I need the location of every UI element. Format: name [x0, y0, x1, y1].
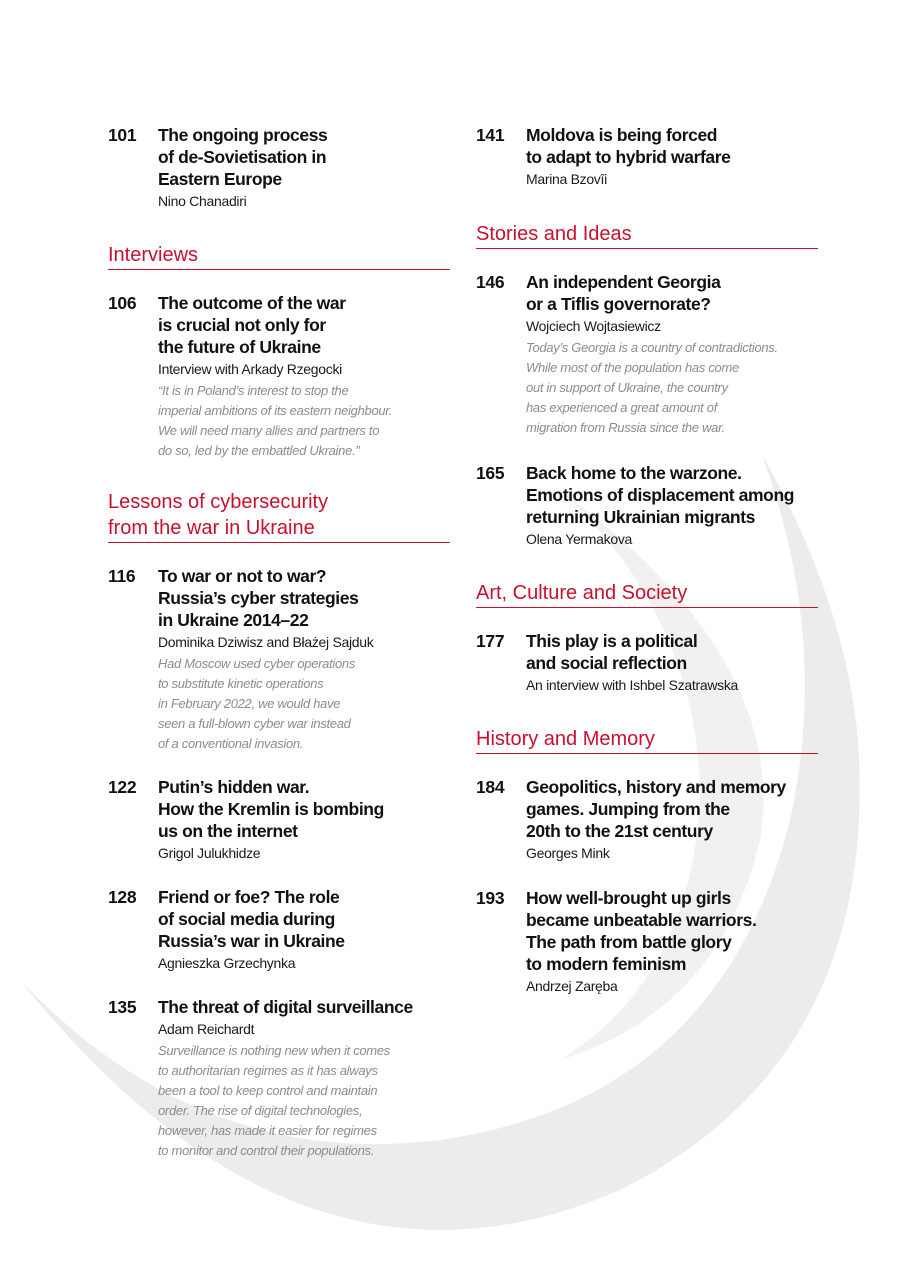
abstract-line: to monitor and control their populations.	[158, 1143, 375, 1158]
abstract-line: to authoritarian regimes as it has always	[158, 1063, 378, 1078]
toc-entry[interactable]	[476, 271, 818, 438]
article-title	[526, 630, 818, 674]
article-title	[526, 887, 818, 975]
article-author: Marina Bzovîi	[526, 171, 607, 187]
page-number: 116	[108, 566, 136, 586]
title-line: returning Ukrainian migrants	[526, 507, 755, 527]
title-line: to adapt to hybrid warfare	[526, 147, 731, 167]
page-number: 122	[108, 777, 137, 797]
page-number: 146	[476, 272, 505, 292]
article-title	[158, 292, 450, 358]
toc-entry[interactable]	[476, 462, 818, 550]
page-number: 184	[476, 777, 505, 797]
section-heading-history-memory	[476, 726, 818, 754]
page-number: 141	[476, 125, 505, 145]
page-number: 101	[108, 125, 137, 145]
article-author: Agnieszka Grzechynka	[158, 955, 296, 971]
abstract-line: seen a full-blown cyber war instead	[158, 716, 351, 731]
abstract-line: been a tool to keep control and maintain	[158, 1083, 378, 1098]
abstract-line: “It is in Poland’s interest to stop the	[158, 383, 349, 398]
title-line: To war or not to war?	[158, 566, 327, 586]
title-line: Emotions of displacement among	[526, 485, 795, 505]
title-line: games. Jumping from the	[526, 799, 730, 819]
page-number: 177	[476, 631, 505, 651]
title-line: How the Kremlin is bombing	[158, 799, 384, 819]
title-line: Back home to the warzone.	[526, 463, 742, 483]
toc-entry[interactable]	[108, 886, 450, 974]
heading-line: Stories and Ideas	[476, 223, 632, 245]
toc-left-column	[108, 124, 450, 1161]
toc-entry[interactable]	[108, 776, 450, 864]
abstract-line: Surveillance is nothing new when it comes	[158, 1043, 390, 1058]
article-title	[158, 886, 450, 952]
page-number: 128	[108, 887, 137, 907]
abstract-line: to substitute kinetic operations	[158, 676, 324, 691]
article-author: Adam Reichardt	[158, 1021, 255, 1037]
toc-entry[interactable]	[476, 776, 818, 864]
title-line: and social reflection	[526, 653, 687, 673]
article-title	[526, 124, 818, 168]
abstract-line: has experienced a great amount of	[526, 400, 718, 415]
title-line: The path from battle glory	[526, 932, 732, 952]
toc-right-column	[476, 124, 818, 997]
title-line: of social media during	[158, 909, 335, 929]
heading-line: History and Memory	[476, 728, 655, 750]
heading-line: Art, Culture and Society	[476, 582, 688, 604]
article-title	[526, 462, 818, 528]
title-line: Putin’s hidden war.	[158, 777, 310, 797]
article-title	[526, 776, 818, 842]
abstract-line: do so, led by the embattled Ukraine.”	[158, 443, 360, 458]
article-abstract	[158, 654, 450, 754]
article-author: Nino Chanadiri	[158, 193, 247, 209]
title-line: Eastern Europe	[158, 169, 282, 189]
abstract-line: While most of the population has come	[526, 360, 739, 375]
section-heading-art-culture	[476, 580, 818, 608]
title-line: Friend or foe? The role	[158, 887, 340, 907]
heading-line: from the war in Ukraine	[108, 517, 315, 539]
toc-entry[interactable]	[108, 124, 450, 212]
title-line: of de-Sovietisation in	[158, 147, 327, 167]
title-line: An independent Georgia	[526, 272, 721, 292]
article-author: Interview with Arkady Rzegocki	[158, 361, 342, 377]
article-author: An interview with Ishbel Szatrawska	[526, 677, 739, 693]
toc-entry[interactable]	[476, 887, 818, 997]
title-line: 20th to the 21st century	[526, 821, 713, 841]
article-author: Andrzej Zaręba	[526, 978, 618, 994]
abstract-line: out in support of Ukraine, the country	[526, 380, 728, 395]
toc-entry[interactable]	[476, 124, 818, 190]
title-line: Geopolitics, history and memory	[526, 777, 786, 797]
article-title	[158, 776, 450, 842]
title-line: to modern feminism	[526, 954, 687, 974]
page-number: 193	[476, 888, 505, 908]
title-line: How well-brought up girls	[526, 888, 731, 908]
article-author: Wojciech Wojtasiewicz	[526, 318, 661, 334]
article-title	[526, 271, 818, 315]
heading-line: Lessons of cybersecurity	[108, 491, 329, 513]
title-line: us on the internet	[158, 821, 298, 841]
abstract-line: however, has made it easier for regimes	[158, 1123, 377, 1138]
title-line: Russia’s war in Ukraine	[158, 931, 345, 951]
article-abstract	[526, 338, 818, 438]
page-number: 106	[108, 293, 137, 313]
title-line: The ongoing process	[158, 125, 328, 145]
abstract-line: imperial ambitions of its eastern neighbour.	[158, 403, 393, 418]
abstract-line: of a conventional invasion.	[158, 736, 304, 751]
section-heading-interviews	[108, 242, 450, 270]
article-author: Georges Mink	[526, 845, 610, 861]
toc-entry[interactable]	[476, 630, 818, 696]
page-number: 135	[108, 997, 137, 1017]
article-author: Grigol Julukhidze	[158, 845, 261, 861]
abstract-line: order. The rise of digital technologies,	[158, 1103, 363, 1118]
article-abstract	[158, 381, 450, 461]
section-heading-cybersecurity	[108, 489, 450, 543]
title-line: The outcome of the war	[158, 293, 346, 313]
abstract-line: migration from Russia since the war.	[526, 420, 725, 435]
article-author: Olena Yermakova	[526, 531, 633, 547]
title-line: This play is a political	[526, 631, 698, 651]
abstract-line: in February 2022, we would have	[158, 696, 341, 711]
title-line: is crucial not only for	[158, 315, 326, 335]
heading-line: Interviews	[108, 244, 199, 266]
toc-entry[interactable]	[108, 565, 450, 754]
abstract-line: Today’s Georgia is a country of contradictions.	[526, 340, 778, 355]
article-title	[158, 996, 450, 1018]
title-line: in Ukraine 2014–22	[158, 610, 309, 630]
article-title	[158, 124, 450, 190]
section-heading-stories-ideas	[476, 221, 818, 249]
title-line: or a Tiflis governorate?	[526, 294, 711, 314]
title-line: Russia’s cyber strategies	[158, 588, 359, 608]
title-line: The threat of digital surveillance	[158, 997, 413, 1017]
article-author: Dominika Dziwisz and Błażej Sajduk	[158, 634, 374, 650]
title-line: became unbeatable warriors.	[526, 910, 757, 930]
title-line: the future of Ukraine	[158, 337, 321, 357]
title-line: Moldova is being forced	[526, 125, 718, 145]
page-number: 165	[476, 463, 505, 483]
toc-entry[interactable]	[108, 996, 450, 1161]
abstract-line: Had Moscow used cyber operations	[158, 656, 356, 671]
article-title	[158, 565, 450, 631]
article-abstract	[158, 1041, 450, 1161]
abstract-line: We will need many allies and partners to	[158, 423, 380, 438]
toc-entry[interactable]	[108, 292, 450, 461]
